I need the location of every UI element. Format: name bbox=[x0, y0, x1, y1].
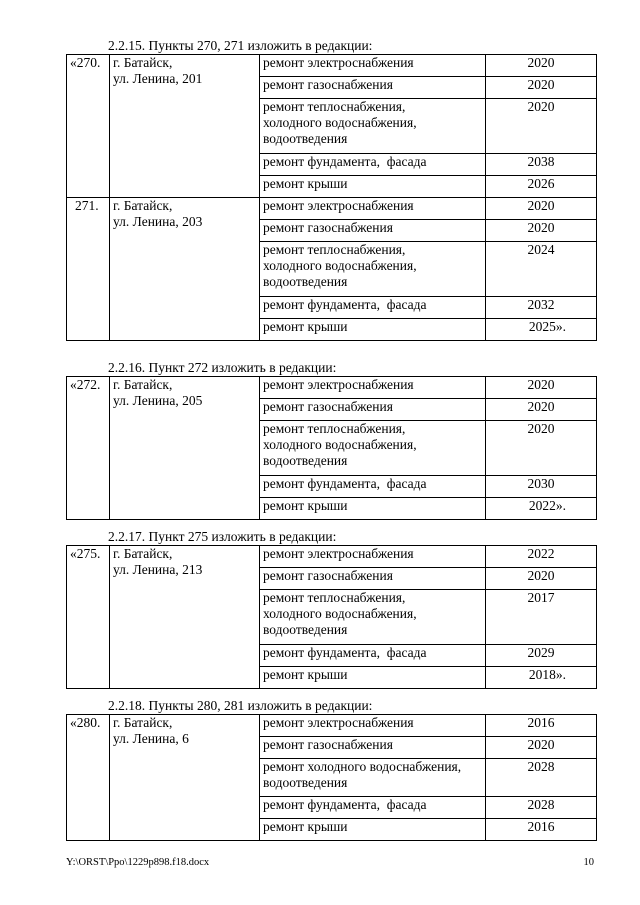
work-type: ремонт электроснабжения bbox=[260, 715, 486, 737]
work-line: ремонт теплоснабжения, холодного водоснабжения, водоотведения bbox=[263, 590, 417, 637]
year: 2028 bbox=[486, 797, 597, 819]
work-schedule-table bbox=[66, 714, 597, 841]
year: 2030 bbox=[486, 476, 597, 498]
work-type: ремонт фундамента, фасада bbox=[260, 297, 486, 319]
year: 2028 bbox=[486, 759, 597, 797]
item-number: «270. bbox=[67, 55, 110, 198]
address-cell bbox=[110, 715, 260, 841]
section-heading: 2.2.17. Пункт 275 изложить в редакции: bbox=[108, 529, 337, 544]
work-type: ремонт газоснабжения bbox=[260, 399, 486, 421]
table-row bbox=[67, 377, 597, 399]
section-heading: 2.2.16. Пункт 272 изложить в редакции: bbox=[108, 360, 337, 375]
item-number: «280. bbox=[67, 715, 110, 841]
year: 2020 bbox=[486, 99, 597, 154]
table-row bbox=[67, 715, 597, 737]
work-type: ремонт крыши bbox=[260, 819, 486, 841]
year: 2024 bbox=[486, 242, 597, 297]
address-street: ул. Ленина, 6 bbox=[113, 731, 189, 746]
year: 2020 bbox=[486, 55, 597, 77]
work-type: ремонт крыши bbox=[260, 176, 486, 198]
work-type: ремонт электроснабжения bbox=[260, 546, 486, 568]
year: 2020 bbox=[486, 568, 597, 590]
section-2-2-16 bbox=[66, 360, 596, 520]
section-2-2-15 bbox=[66, 38, 596, 341]
year: 2020 bbox=[486, 198, 597, 220]
work-type: ремонт крыши bbox=[260, 667, 486, 689]
work-type bbox=[260, 99, 486, 154]
work-type: ремонт фундамента, фасада bbox=[260, 797, 486, 819]
year: 2016 bbox=[486, 819, 597, 841]
address-cell bbox=[110, 198, 260, 341]
work-line: ремонт теплоснабжения, холодного водоснабжения, водоотведения bbox=[263, 242, 417, 289]
address-cell bbox=[110, 546, 260, 689]
work-type: ремонт фундамента, фасада bbox=[260, 154, 486, 176]
work-type: ремонт фундамента, фасада bbox=[260, 476, 486, 498]
work-type: ремонт газоснабжения bbox=[260, 568, 486, 590]
address-city: г. Батайск, bbox=[113, 546, 173, 561]
year: 2017 bbox=[486, 590, 597, 645]
work-type bbox=[260, 242, 486, 297]
address-city: г. Батайск, bbox=[113, 198, 173, 213]
work-type bbox=[260, 421, 486, 476]
year: 2020 bbox=[486, 399, 597, 421]
year: 2022». bbox=[486, 498, 597, 520]
address-street: ул. Ленина, 203 bbox=[113, 214, 203, 229]
work-line: ремонт теплоснабжения, холодного водоснабжения, водоотведения bbox=[263, 99, 417, 146]
item-number: «272. bbox=[67, 377, 110, 520]
year: 2025». bbox=[486, 319, 597, 341]
work-type bbox=[260, 759, 486, 797]
work-line: ремонт теплоснабжения, холодного водоснабжения, водоотведения bbox=[263, 421, 417, 468]
year: 2020 bbox=[486, 220, 597, 242]
work-schedule-table bbox=[66, 54, 597, 341]
footer-file-path: Y:\ORST\Ppo\1229p898.f18.docx bbox=[66, 857, 210, 868]
address-cell bbox=[110, 377, 260, 520]
work-type: ремонт электроснабжения bbox=[260, 377, 486, 399]
work-type bbox=[260, 590, 486, 645]
section-2-2-17 bbox=[66, 529, 596, 689]
work-schedule-table bbox=[66, 545, 597, 689]
work-type: ремонт газоснабжения bbox=[260, 220, 486, 242]
year: 2020 bbox=[486, 737, 597, 759]
table-row bbox=[67, 198, 597, 220]
year: 2020 bbox=[486, 77, 597, 99]
year: 2038 bbox=[486, 154, 597, 176]
address-city: г. Батайск, bbox=[113, 715, 173, 730]
year: 2032 bbox=[486, 297, 597, 319]
table-row bbox=[67, 546, 597, 568]
year: 2022 bbox=[486, 546, 597, 568]
address-street: ул. Ленина, 201 bbox=[113, 71, 203, 86]
address-street: ул. Ленина, 213 bbox=[113, 562, 203, 577]
address-street: ул. Ленина, 205 bbox=[113, 393, 203, 408]
table-row bbox=[67, 55, 597, 77]
section-heading: 2.2.18. Пункты 280, 281 изложить в редакции: bbox=[108, 698, 373, 713]
work-type: ремонт электроснабжения bbox=[260, 198, 486, 220]
year: 2020 bbox=[486, 421, 597, 476]
work-type: ремонт крыши bbox=[260, 498, 486, 520]
item-number: 271. bbox=[67, 198, 110, 341]
year: 2016 bbox=[486, 715, 597, 737]
section-heading: 2.2.15. Пункты 270, 271 изложить в редакции: bbox=[108, 38, 373, 53]
year: 2018». bbox=[486, 667, 597, 689]
work-type: ремонт газоснабжения bbox=[260, 77, 486, 99]
page-number: 10 bbox=[583, 857, 594, 868]
address-city: г. Батайск, bbox=[113, 55, 173, 70]
work-type: ремонт крыши bbox=[260, 319, 486, 341]
work-type: ремонт газоснабжения bbox=[260, 737, 486, 759]
work-type: ремонт электроснабжения bbox=[260, 55, 486, 77]
work-type: ремонт фундамента, фасада bbox=[260, 645, 486, 667]
work-schedule-table bbox=[66, 376, 597, 520]
work-line: ремонт холодного водоснабжения, водоотведения bbox=[263, 759, 462, 790]
year: 2026 bbox=[486, 176, 597, 198]
year: 2029 bbox=[486, 645, 597, 667]
item-number: «275. bbox=[67, 546, 110, 689]
section-2-2-18 bbox=[66, 698, 596, 841]
address-cell bbox=[110, 55, 260, 198]
address-city: г. Батайск, bbox=[113, 377, 173, 392]
year: 2020 bbox=[486, 377, 597, 399]
